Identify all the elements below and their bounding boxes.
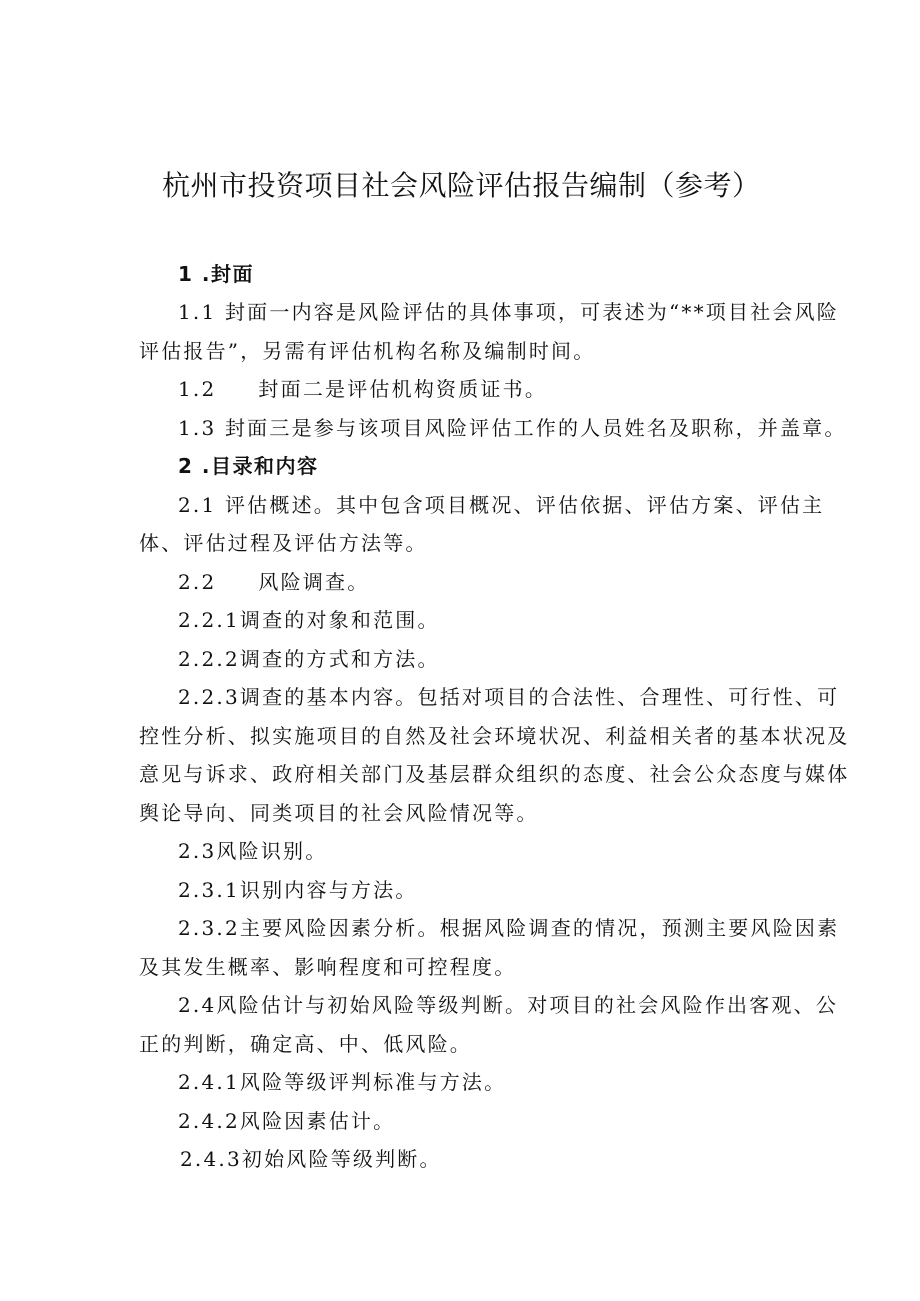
document-title: 杭州市投资项目社会风险评估报告编制（参考） [162, 169, 761, 202]
paragraph-2-2-3-line-2: 控性分析、拟实施项目的自然及社会环境状况、利益相关者的基本状况及 [139, 724, 850, 748]
paragraph-2-3-2-line-1 [178, 912, 839, 941]
section-heading-2 [178, 450, 319, 479]
clause-text: 封面一内容是风险评估的具体事项，可表述为“**项目社会风险 [224, 300, 840, 324]
clause-number: 2.4.3 [180, 1147, 242, 1171]
clause-number: 2.3.2 [178, 916, 240, 940]
clause-text: 封面二是评估机构资质证书。 [258, 377, 548, 401]
section-heading-1 [178, 258, 254, 287]
paragraph-2-1-line-1 [178, 489, 824, 518]
clause-number: 2.2.3 [178, 685, 240, 709]
clause-text: 调查的基本内容。包括对项目的合法性、合理性、可行性、可 [239, 685, 840, 709]
clause-number: 2.1 [178, 493, 217, 517]
clause-number: 2.4 [178, 993, 217, 1017]
clause-text: 初始风险等级判断。 [241, 1147, 442, 1171]
clause-text: 封面三是参与该项目风险评估工作的人员姓名及职称，并盖章。 [224, 416, 847, 440]
paragraph-2-3-2-line-2: 及其发生概率、影响程度和可控程度。 [139, 955, 517, 979]
paragraph-2-2-3-line-1 [178, 681, 839, 710]
clause-text: 主要风险因素分析。根据风险调查的情况，预测主要风险因素 [239, 916, 840, 940]
clause-text: 风险等级评判标准与方法。 [239, 1070, 507, 1094]
paragraph-2-4-1 [178, 1066, 506, 1095]
paragraph-2-2-2 [178, 643, 440, 672]
paragraph-2-2-3-line-4: 舆论导向、同类项目的社会风险情况等。 [139, 801, 539, 825]
clause-number: 2.2.2 [178, 647, 240, 671]
paragraph-2-4-3 [180, 1143, 442, 1172]
clause-number: 2.4.2 [178, 1109, 240, 1133]
clause-text: 调查的对象和范围。 [239, 608, 440, 632]
paragraph-2-4-2 [178, 1105, 395, 1134]
paragraph-2-4-line-1 [178, 989, 838, 1018]
clause-text: 评估概述。其中包含项目概况、评估依据、评估方案、评估主 [224, 493, 825, 517]
paragraph-2-2 [178, 566, 369, 595]
paragraph-2-3-1 [178, 874, 418, 903]
clause-text: 调查的方式和方法。 [239, 647, 440, 671]
clause-number: 1.1 [178, 300, 217, 324]
section-title: .目录和内容 [201, 454, 319, 478]
clause-number: 1.3 [178, 416, 217, 440]
clause-number: 2.3 [178, 839, 217, 863]
clause-number: 2.4.1 [178, 1070, 240, 1094]
clause-text: 风险估计与初始风险等级判断。对项目的社会风险作出客观、公 [216, 993, 839, 1017]
clause-text: 识别内容与方法。 [239, 878, 418, 902]
clause-number: 2.2.1 [178, 608, 240, 632]
clause-number: 2.3.1 [178, 878, 240, 902]
paragraph-2-2-3-line-3: 意见与诉求、政府相关部门及基层群众组织的态度、社会公众态度与媒体 [139, 762, 850, 786]
paragraph-1-2 [178, 373, 547, 402]
clause-text: 风险因素估计。 [239, 1109, 396, 1133]
paragraph-2-3 [178, 835, 327, 864]
paragraph-2-1-line-2: 体、评估过程及评估方法等。 [139, 531, 428, 555]
clause-number: 2.2 [178, 570, 217, 594]
paragraph-2-2-1 [178, 604, 440, 633]
section-number: 1 [178, 262, 194, 286]
clause-text: 风险调查。 [258, 570, 370, 594]
paragraph-1-1-line-1 [178, 296, 839, 325]
paragraph-2-4-line-2: 正的判断，确定高、中、低风险。 [139, 1032, 472, 1056]
paragraph-1-1-line-2: 评估报告”，另需有评估机构名称及编制时间。 [139, 339, 596, 363]
section-number: 2 [178, 454, 194, 478]
section-title: .封面 [201, 262, 254, 286]
paragraph-1-3 [178, 412, 847, 441]
clause-number: 1.2 [178, 377, 217, 401]
clause-text: 风险识别。 [216, 839, 328, 863]
